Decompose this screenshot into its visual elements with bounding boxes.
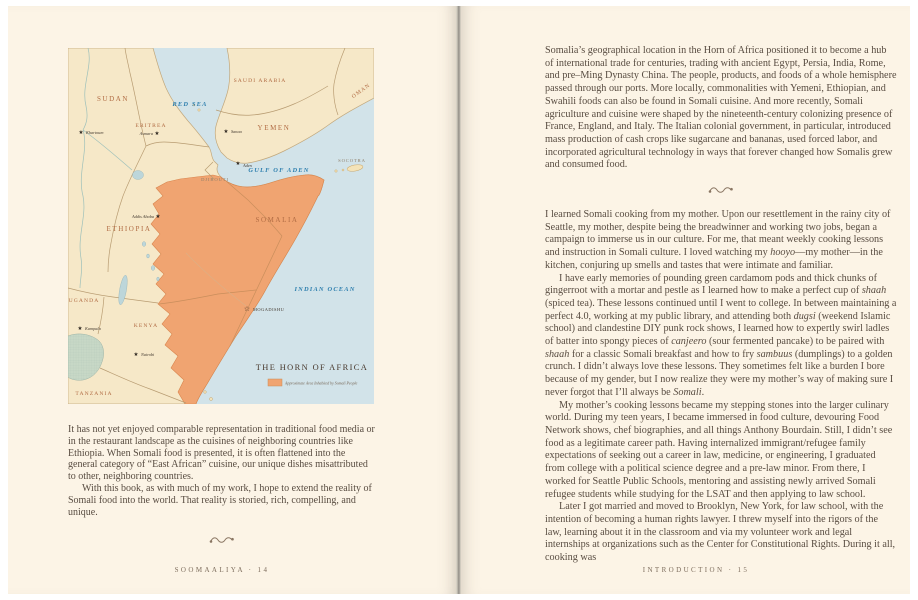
ethiopia-label: ETHIOPIA (106, 225, 152, 233)
city-label: Aden (243, 163, 252, 168)
city-marker: ★ (78, 130, 84, 136)
paragraph: I learned Somali cooking from my mother. Upon our resettlement in the rainy city of Seattle, my mother, despite being the breadwinner and working two jobs, began a campaign to immerse us in our culture. For me, that meant weekly cooking lessons and instruction in Somali culture. I loved watching my hooyo—my mother—in the kitchen, conjuring up smells and tastes that were intimate and familiar. (545, 209, 891, 271)
city-label: Asmara (139, 131, 153, 136)
socotra-label: SOCOTRA (338, 158, 366, 163)
city-kampala (77, 325, 100, 332)
right-page (461, 6, 910, 594)
eritrea-label: ERITREA (135, 123, 167, 129)
fleuron-ornament (209, 535, 235, 545)
city-label: Khartoum (86, 130, 104, 135)
city-label: Addis Ababa (131, 214, 154, 219)
paragraph: My mother’s cooking lessons became my stepping stones into the larger culinary world. During my teen years, I became immersed in food culture, devouring Food Network shows, chef biographies, and all things Anthony Bourdain. Still, I didn’t see food as a legitimate career path. Having internalized immigrant/refugee family expectations of seeking out a career in law, medicine, or engineering, I graduated from college with a political science degree and a pre-law minor. From there, I worked for Seattle Public Schools, mentoring and assisting newly arrived Somali refugee students while studying for the LSAT and then applying to law school. (545, 399, 893, 500)
city-label: Sanaa (231, 129, 242, 134)
red-sea-label: RED SEA (172, 101, 208, 108)
city-asmara (139, 130, 160, 137)
indian-ocean-label: INDIAN OCEAN (294, 286, 356, 293)
legend-swatch (268, 379, 282, 386)
city-marker: ★ (235, 161, 241, 167)
tanzania-label: TANZANIA (75, 391, 113, 397)
paragraph: Somalia’s geographical location in the Horn of Africa positioned it to become a hub of international trade for centuries, trading with ancient Egypt, Persia, India, Rome, and pre–Ming Dynasty China. The people, products, and foods of a whole hemisphere passed through our ports. More locally, commonalities with Yemeni, Ethiopian, and Swahili foods can also be found in Somali cuisine. And more recently, Somali agriculture and cuisine were shaped by the nineteenth-century colonizing presence of France, England, and Italy. The Italian colonial government, in particular, introduced mass production of cash crops like sugarcane and bananas, used forced labor, and incorporated agricultural technology in ways that forever changed how Somalis grew and consumed food. (545, 45, 897, 171)
paragraph: With this book, as with much of my work, I hope to extend the reality of Somali food into the world. That reality is storied, rich, compelling, and unique. (68, 482, 372, 518)
city-marker: ★ (133, 352, 139, 358)
left-page (8, 6, 457, 594)
kenya-label: KENYA (133, 323, 159, 329)
city-marker: ★ (223, 129, 229, 135)
sudan-label: SUDAN (96, 95, 130, 103)
uganda-label: UGANDA (68, 298, 100, 304)
city-marker: ★ (155, 214, 161, 220)
city-khartoum (78, 129, 103, 136)
city-marker: ★ (77, 326, 83, 332)
yemen-label: YEMEN (257, 124, 291, 132)
capital-marker: ☆ (243, 305, 251, 313)
paragraph: I have early memories of pounding green cardamom pods and thick chunks of gingerroot with a mortar and pestle as I learned how to make a perfect cup of shaah (spiced tea). These lessons continued until I went to college. In between maintaining a perfect 4.0, working at my public library, and attending both dugsi (weekend Islamic school) and clandestine DIY punk rock shows, I learned how to expertly swirl ladles of batter into spongy pieces of canjeero (sour fermented pancake) to be paired with shaah for a classic Somali breakfast and how to fry sambuus (dumplings) to a golden crunch. I didn’t always love these lessons. They sometimes felt like a burden I bore because of my gender, but I now realize they were my mother’s way of making sure I never forgot that I’ll always be Somali. (545, 272, 897, 398)
paragraph: Later I got married and moved to Brooklyn, New York, for law school, with the intention of becoming a human rights lawyer. I threw myself into the rigors of the law, learning about it in the classroom and via my volunteer work and legal internships at organizations such as the Center for Constitutional Rights. During it all, cooking was (545, 501, 896, 564)
city-label: MOGADISHU (253, 307, 285, 312)
fleuron-ornament (708, 185, 734, 195)
left-page-folio: SOOMAALIYA · 14 (174, 566, 270, 574)
city-addis-ababa (131, 213, 161, 220)
city-marker: ★ (154, 131, 160, 137)
djibouti-label: DJIBOUTI (201, 177, 229, 182)
right-page-folio: INTRODUCTION · 15 (642, 566, 750, 574)
map-title: THE HORN OF AFRICA (255, 363, 369, 372)
city-nairobi (133, 351, 155, 358)
somalia-label: SOMALIA (255, 216, 299, 224)
paragraph: It has not yet enjoyed comparable representation in traditional food media or in the restaurant landscape as the cuisines of neighboring countries like Ethiopia. When Somali food is presented, it is often flattened into the general category of “East African” cuisine, our unique dishes misattributed to other, neighboring countries. (68, 424, 375, 483)
right-page-body (545, 45, 897, 565)
city-label: Nairobi (141, 352, 155, 357)
horn-of-africa-map (68, 48, 374, 404)
oman-label: OMAN (350, 82, 372, 100)
left-page-body (68, 424, 376, 559)
city-label: Kampala (85, 326, 101, 331)
legend-label: Approximate Area Inhabited by Somali People (285, 381, 358, 386)
city-sanaa (223, 128, 241, 135)
city-mogadishu (244, 305, 285, 313)
gulf-of-aden-label: GULF OF ADEN (248, 167, 310, 174)
saudi-arabia-label: SAUDI ARABIA (233, 78, 287, 84)
